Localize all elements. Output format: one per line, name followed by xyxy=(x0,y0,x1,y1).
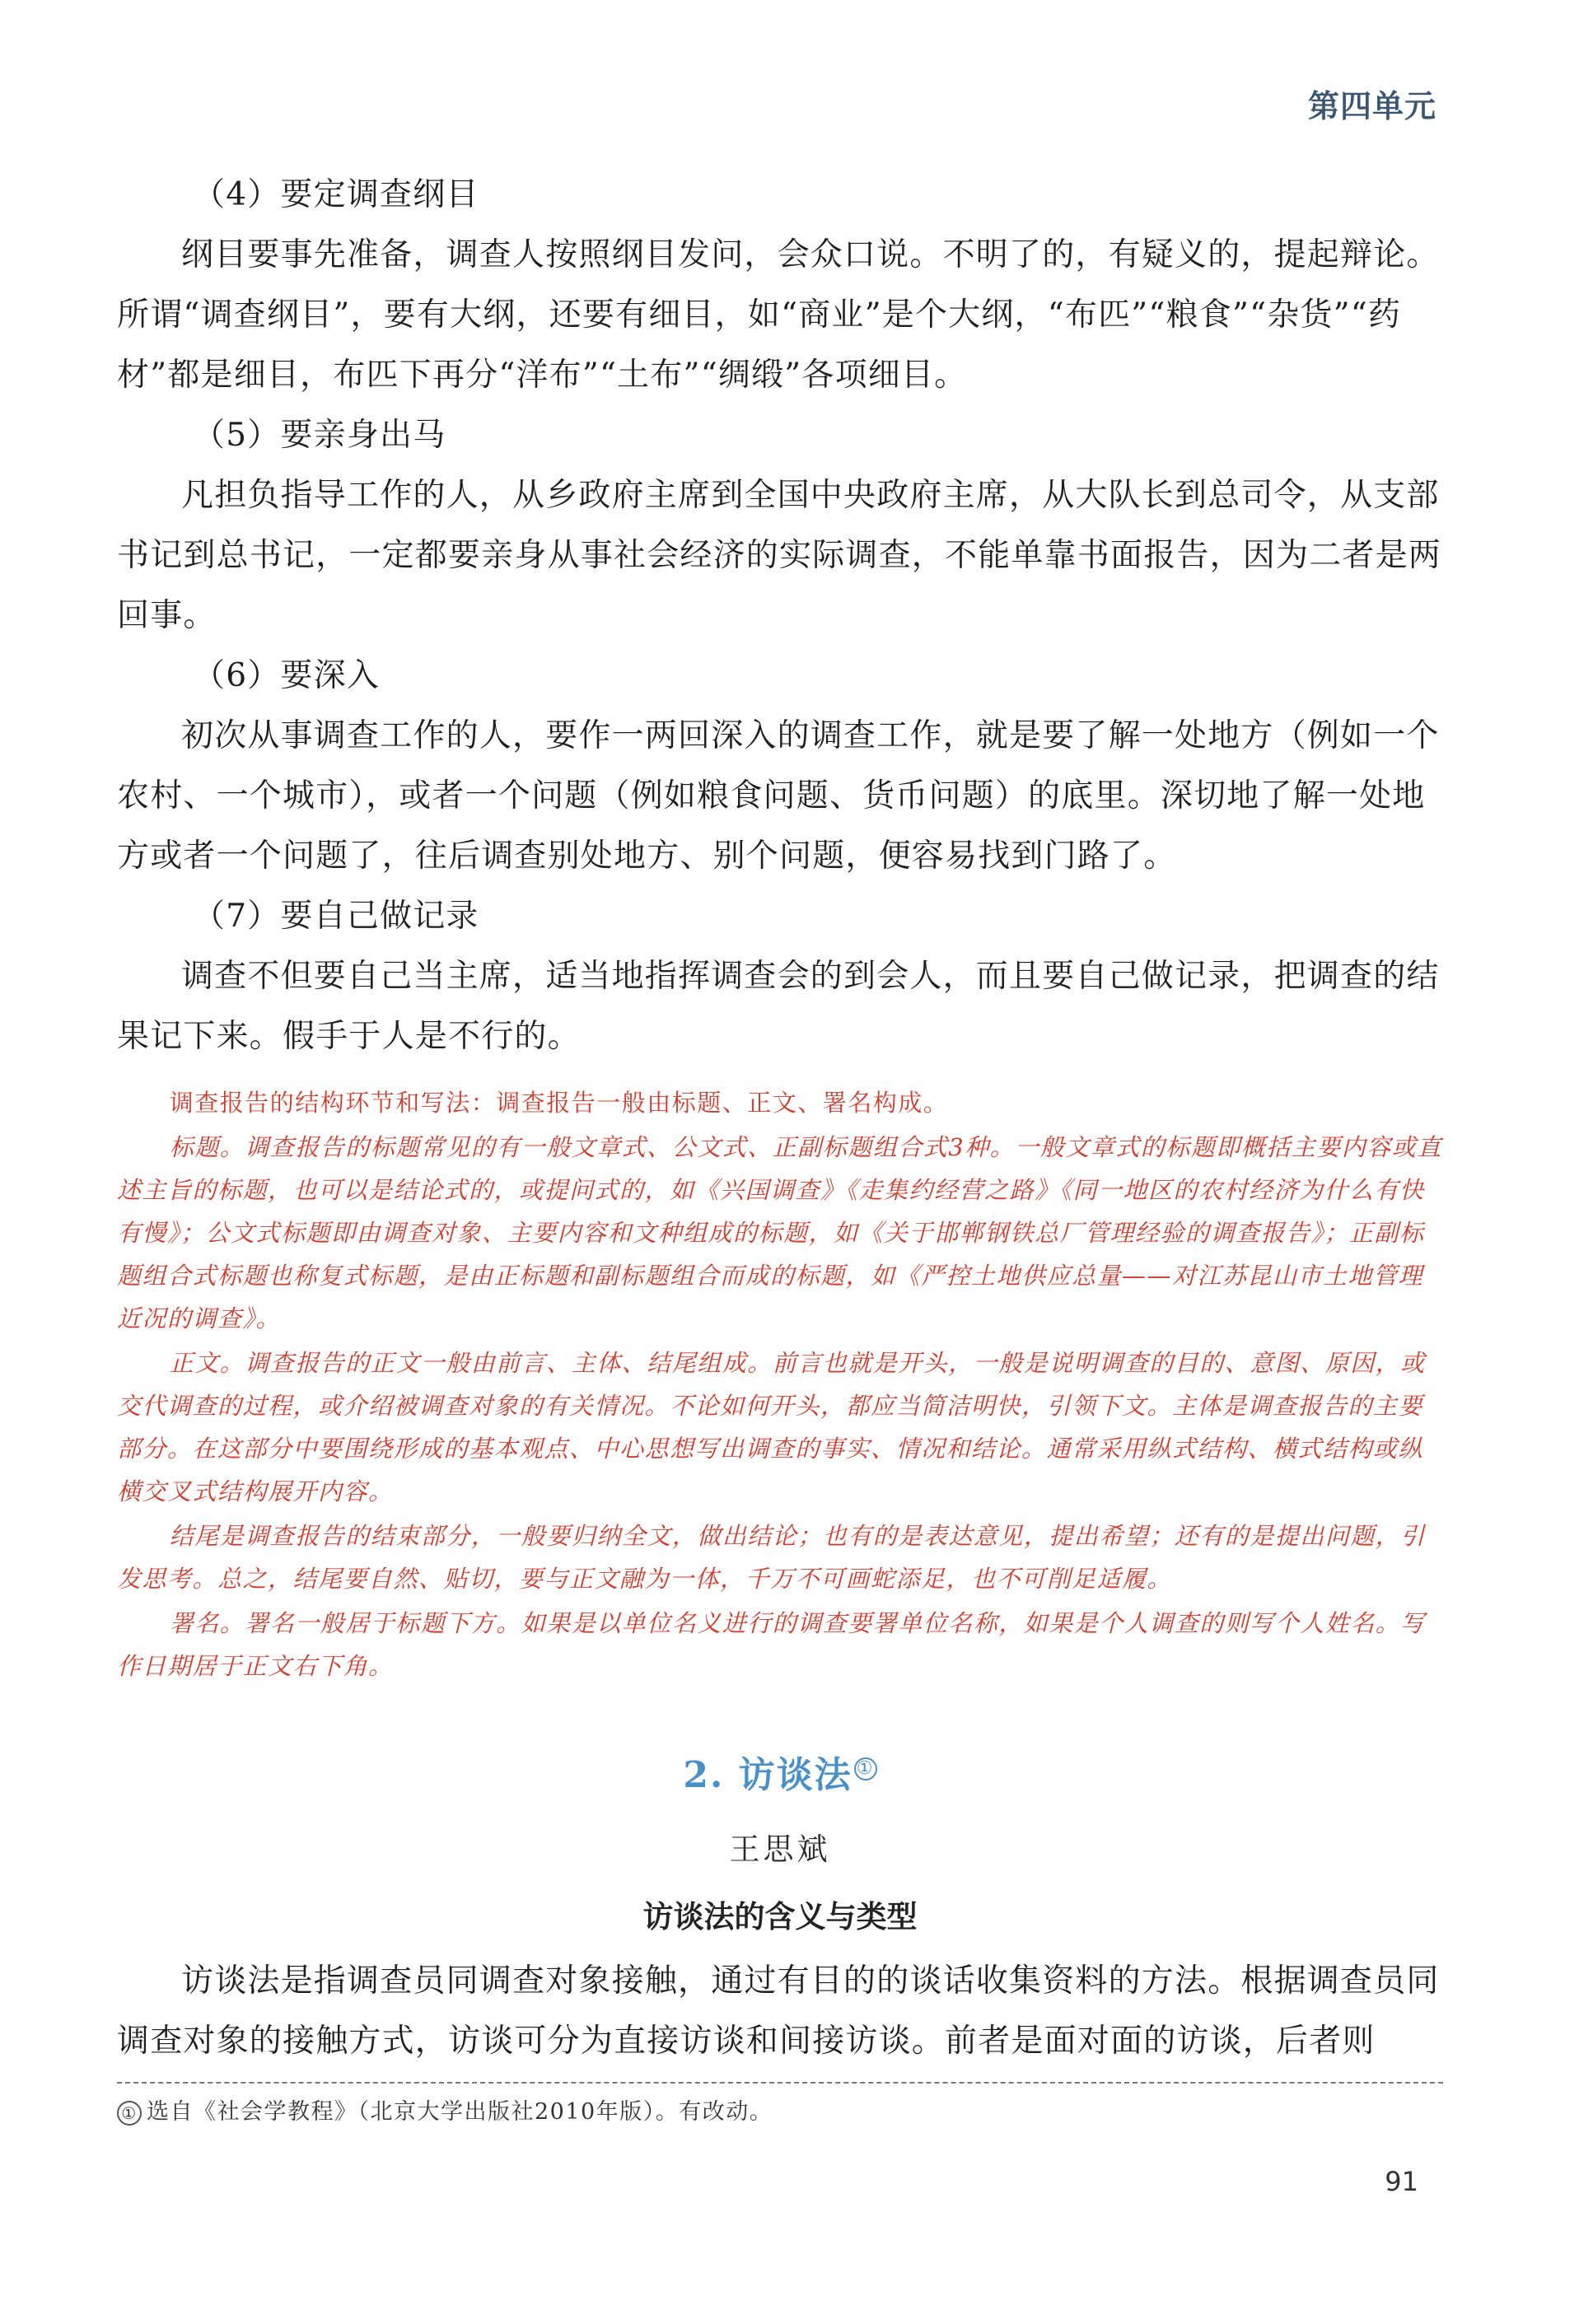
section-text xyxy=(117,1951,1443,2071)
page-number: 91 xyxy=(1385,2166,1418,2197)
paragraph: 访谈法是指调查员同调查对象接触，通过有目的的谈话收集资料的方法。根据调查员同调查对象的接触方式，访谈可分为直接访谈和间接访谈。前者是面对面的访谈，后者则 xyxy=(117,1962,1440,2060)
list-item-heading: （6）要深入 xyxy=(193,657,381,694)
unit-header: 第四单元 xyxy=(1307,88,1437,124)
annotation-line: 署名。署名一般居于标题下方。如果是以单位名义进行的调查要署单位名称，如果是个人调查的则写个人姓名。写作日期居于正文右下角。 xyxy=(117,1609,1426,1680)
handwritten-annotations xyxy=(117,1081,1443,1687)
paragraph: 凡担负指导工作的人，从乡政府主席到全国中央政府主席，从大队长到总司令，从支部书记到总书记，一定都要亲身从事社会经济的实际调查，不能单靠书面报告，因为二者是两回事。 xyxy=(117,477,1442,634)
annotation-line: 调查报告的结构环节和写法：调查报告一般由标题、正文、署名构成。 xyxy=(169,1089,949,1117)
list-item-heading: （7）要自己做记录 xyxy=(193,898,479,935)
footnote-divider xyxy=(117,2082,1443,2084)
annotation-line: 正文。调查报告的正文一般由前言、主体、结尾组成。前言也就是开头，一般是说明调查的目的、意图、原因，或交代调查的过程，或介绍被调查对象的有关情况。不论如何开头，都应当简洁明快，引领下文。主体是调查报告的主要部分。在这部分中要围绕形成的基本观点、中心思想写出调查的事实、情况和结论。通常采用纵式结构、横式结构或纵横交叉式结构展开内容。 xyxy=(117,1349,1426,1505)
page-content xyxy=(117,165,1443,2071)
paragraph: 调查不但要自己当主席，适当地指挥调查会的到会人，而且要自己做记录，把调查的结果记下来。假手于人是不行的。 xyxy=(117,958,1440,1055)
list-item-heading: （4）要定调查纲目 xyxy=(193,176,479,213)
section-title xyxy=(117,1745,1443,1798)
subsection-title: 访谈法的含义与类型 xyxy=(642,1899,918,1934)
footnote-reference[interactable]: ① xyxy=(854,1757,877,1780)
main-text xyxy=(117,165,1443,1066)
annotation-line: 结尾是调查报告的结束部分，一般要归纳全文，做出结论；也有的是表达意见，提出希望；还有的是提出问题，引发思考。总之，结尾要自然、贴切，要与正文融为一体，千万不可画蛇添足，也不可削足适履。 xyxy=(117,1522,1426,1593)
paragraph: 初次从事调查工作的人，要作一两回深入的调查工作，就是要了解一处地方（例如一个农村、一个城市），或者一个问题（例如粮食问题、货币问题）的底里。深切地了解一处地方或者一个问题了，往后调查别处地方、别个问题，便容易找到门路了。 xyxy=(117,717,1440,875)
footnote-mark: ① xyxy=(117,2101,142,2126)
footnote xyxy=(117,2093,773,2126)
paragraph: 纲目要事先准备，调查人按照纲目发问，会众口说。不明了的，有疑义的，提起辩论。所谓“调查纲目”，要有大纲，还要有细目，如“商业”是个大纲，“布匹”“粮食”“杂货”“药材”都是细目，布匹下再分“洋布”“土布”“绸缎”各项细目。 xyxy=(117,236,1440,394)
list-item-heading: （5）要亲身出马 xyxy=(193,417,446,454)
author-name: 王思斌 xyxy=(729,1832,831,1867)
section-title-text: 2. 访谈法 xyxy=(683,1754,853,1796)
annotation-line: 标题。调查报告的标题常见的有一般文章式、公文式、正副标题组合式3种。一般文章式的标题即概括主要内容或直述主旨的标题，也可以是结论式的，或提问式的，如《兴国调查》《走集约经营之路》《同一地区的农村经济为什么有快有慢》；公文式标题即由调查对象、主要内容和文种组成的标题，如《关于邯郸钢铁总厂管理经验的调查报告》；正副标题组合式标题也称复式标题，是由正标题和副标题组合而成的标题，如《严控土地供应总量——对江苏昆山市土地管理近况的调查》。 xyxy=(117,1133,1442,1332)
footnote-text: 选自《社会学教程》（北京大学出版社2010年版）。有改动。 xyxy=(147,2099,773,2125)
